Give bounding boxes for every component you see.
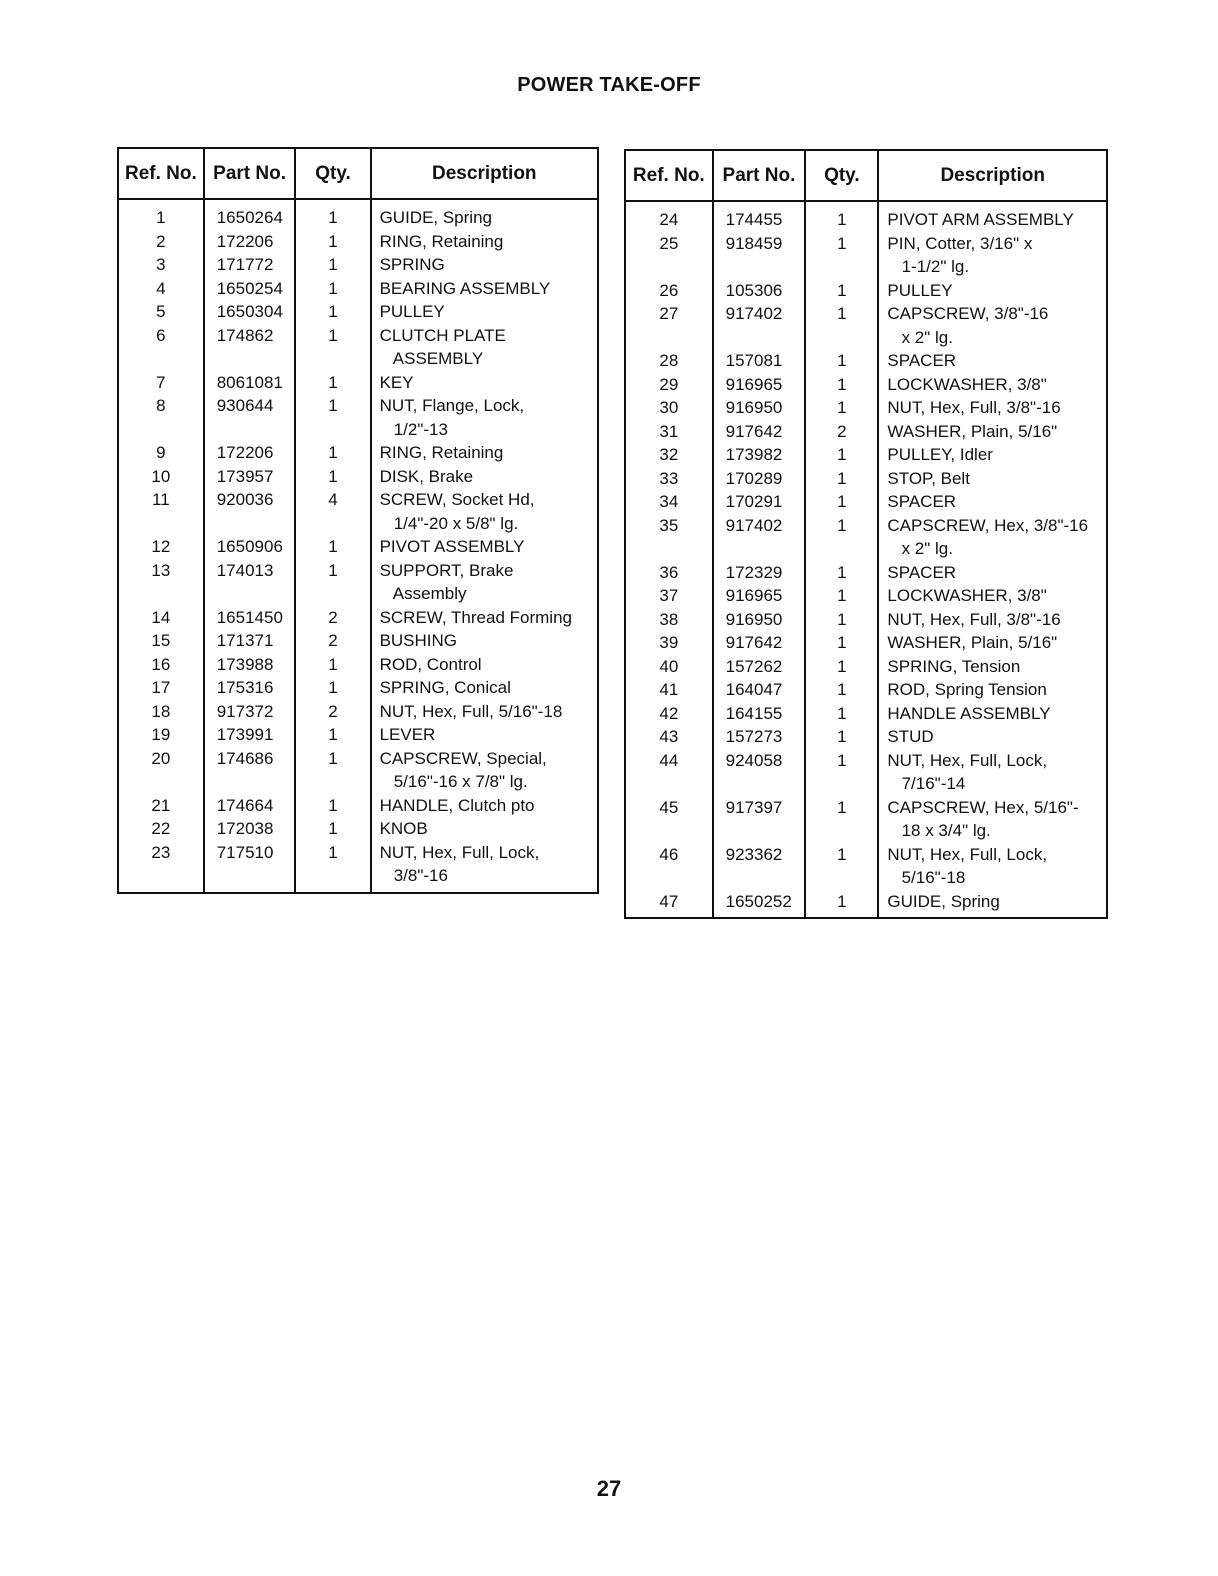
- qty-cell: 1: [805, 655, 878, 679]
- ref-no-cell: 45: [625, 796, 713, 843]
- description-cell: NUT, Hex, Full, Lock, 7/16"-14: [878, 749, 1107, 796]
- description-header: Description: [371, 148, 598, 199]
- part-no-cell: 157081: [713, 349, 806, 373]
- ref-no-cell: 33: [625, 467, 713, 491]
- description-cell: PIVOT ARM ASSEMBLY: [878, 201, 1107, 232]
- table-row: [118, 199, 598, 230]
- ref-no-cell: 46: [625, 843, 713, 890]
- part-no-cell: 174013: [204, 559, 296, 606]
- table-row: [625, 302, 1107, 349]
- ref-no-cell: 34: [625, 490, 713, 514]
- description-cell: CAPSCREW, Special, 5/16"-16 x 7/8" lg.: [371, 747, 598, 794]
- description-cell: KEY: [371, 371, 598, 395]
- qty-cell: 1: [805, 843, 878, 890]
- part-no-cell: 175316: [204, 676, 296, 700]
- table-row: [118, 394, 598, 441]
- table-row: [625, 890, 1107, 919]
- ref-no-cell: 17: [118, 676, 204, 700]
- qty-header: Qty.: [295, 148, 370, 199]
- ref-no-cell: 8: [118, 394, 204, 441]
- qty-cell: 1: [805, 725, 878, 749]
- table-row: [118, 794, 598, 818]
- ref-no-cell: 40: [625, 655, 713, 679]
- description-cell: SUPPORT, Brake Assembly: [371, 559, 598, 606]
- table-row: [118, 606, 598, 630]
- part-no-cell: 174455: [713, 201, 806, 232]
- table-row: [625, 631, 1107, 655]
- table-row: [118, 653, 598, 677]
- description-cell: PULLEY: [878, 279, 1107, 303]
- qty-cell: 1: [295, 794, 370, 818]
- qty-cell: 1: [805, 584, 878, 608]
- table-row: [625, 201, 1107, 232]
- description-cell: NUT, Flange, Lock, 1/2"-13: [371, 394, 598, 441]
- part-no-cell: 171371: [204, 629, 296, 653]
- part-no-header: Part No.: [713, 150, 806, 201]
- part-no-cell: 1650906: [204, 535, 296, 559]
- ref-no-cell: 38: [625, 608, 713, 632]
- qty-cell: 1: [295, 394, 370, 441]
- ref-no-cell: 16: [118, 653, 204, 677]
- part-no-cell: 917372: [204, 700, 296, 724]
- table-row: [118, 817, 598, 841]
- part-no-cell: 924058: [713, 749, 806, 796]
- ref-no-header: Ref. No.: [625, 150, 713, 201]
- ref-no-cell: 29: [625, 373, 713, 397]
- part-no-cell: 105306: [713, 279, 806, 303]
- qty-cell: 1: [295, 559, 370, 606]
- description-cell: STOP, Belt: [878, 467, 1107, 491]
- qty-cell: 2: [295, 700, 370, 724]
- part-no-cell: 157273: [713, 725, 806, 749]
- qty-cell: 2: [805, 420, 878, 444]
- ref-no-cell: 28: [625, 349, 713, 373]
- table-row: [625, 514, 1107, 561]
- qty-cell: 1: [295, 300, 370, 324]
- part-no-cell: 170291: [713, 490, 806, 514]
- table-row: [118, 535, 598, 559]
- part-no-cell: 717510: [204, 841, 296, 893]
- ref-no-cell: 36: [625, 561, 713, 585]
- table-row: [118, 700, 598, 724]
- part-no-cell: 8061081: [204, 371, 296, 395]
- ref-no-cell: 35: [625, 514, 713, 561]
- part-no-cell: 172206: [204, 441, 296, 465]
- table-row: [118, 723, 598, 747]
- table-row: [625, 373, 1107, 397]
- table-row: [625, 396, 1107, 420]
- ref-no-cell: 41: [625, 678, 713, 702]
- ref-no-cell: 12: [118, 535, 204, 559]
- part-no-cell: 172206: [204, 230, 296, 254]
- part-no-cell: 164155: [713, 702, 806, 726]
- part-no-cell: 916950: [713, 608, 806, 632]
- table-row: [625, 678, 1107, 702]
- part-no-cell: 173982: [713, 443, 806, 467]
- ref-no-cell: 2: [118, 230, 204, 254]
- table-row: [625, 443, 1107, 467]
- qty-cell: 1: [805, 749, 878, 796]
- qty-cell: 1: [805, 302, 878, 349]
- description-cell: NUT, Hex, Full, Lock, 3/8"-16: [371, 841, 598, 893]
- ref-no-cell: 9: [118, 441, 204, 465]
- part-no-cell: 930644: [204, 394, 296, 441]
- ref-no-cell: 23: [118, 841, 204, 893]
- part-no-cell: 917397: [713, 796, 806, 843]
- ref-no-cell: 5: [118, 300, 204, 324]
- table-header-row: [625, 150, 1107, 201]
- qty-cell: 1: [295, 841, 370, 893]
- part-no-cell: 1650304: [204, 300, 296, 324]
- table-header-row: [118, 148, 598, 199]
- table-row: [118, 465, 598, 489]
- description-cell: LOCKWASHER, 3/8": [878, 584, 1107, 608]
- ref-no-cell: 43: [625, 725, 713, 749]
- part-no-cell: 1651450: [204, 606, 296, 630]
- ref-no-cell: 13: [118, 559, 204, 606]
- description-cell: SCREW, Thread Forming: [371, 606, 598, 630]
- ref-no-cell: 30: [625, 396, 713, 420]
- qty-cell: 1: [295, 253, 370, 277]
- table-row: [118, 629, 598, 653]
- qty-cell: 1: [805, 796, 878, 843]
- qty-cell: 1: [805, 608, 878, 632]
- table-row: [118, 747, 598, 794]
- part-no-cell: 174862: [204, 324, 296, 371]
- part-no-cell: 171772: [204, 253, 296, 277]
- description-cell: LOCKWASHER, 3/8": [878, 373, 1107, 397]
- description-cell: PULLEY: [371, 300, 598, 324]
- description-cell: RING, Retaining: [371, 441, 598, 465]
- part-no-cell: 923362: [713, 843, 806, 890]
- qty-cell: 4: [295, 488, 370, 535]
- description-cell: RING, Retaining: [371, 230, 598, 254]
- description-cell: SCREW, Socket Hd, 1/4"-20 x 5/8" lg.: [371, 488, 598, 535]
- ref-no-cell: 18: [118, 700, 204, 724]
- table-row: [625, 420, 1107, 444]
- description-cell: SPACER: [878, 490, 1107, 514]
- parts-table-right: [624, 149, 1108, 919]
- qty-cell: 1: [295, 535, 370, 559]
- ref-no-cell: 25: [625, 232, 713, 279]
- table-row: [625, 655, 1107, 679]
- part-no-cell: 173988: [204, 653, 296, 677]
- ref-no-cell: 47: [625, 890, 713, 919]
- qty-cell: 1: [805, 467, 878, 491]
- table-row: [625, 584, 1107, 608]
- part-no-cell: 172038: [204, 817, 296, 841]
- ref-no-header: Ref. No.: [118, 148, 204, 199]
- ref-no-cell: 4: [118, 277, 204, 301]
- description-cell: DISK, Brake: [371, 465, 598, 489]
- description-cell: ROD, Control: [371, 653, 598, 677]
- part-no-cell: 917402: [713, 302, 806, 349]
- table-row: [118, 371, 598, 395]
- part-no-cell: 920036: [204, 488, 296, 535]
- ref-no-cell: 37: [625, 584, 713, 608]
- ref-no-cell: 3: [118, 253, 204, 277]
- description-cell: HANDLE ASSEMBLY: [878, 702, 1107, 726]
- description-cell: SPACER: [878, 349, 1107, 373]
- description-cell: PULLEY, Idler: [878, 443, 1107, 467]
- page-title: POWER TAKE-OFF: [517, 74, 701, 96]
- part-no-cell: 173957: [204, 465, 296, 489]
- table-row: [625, 749, 1107, 796]
- ref-no-cell: 6: [118, 324, 204, 371]
- ref-no-cell: 11: [118, 488, 204, 535]
- description-cell: CAPSCREW, Hex, 3/8"-16 x 2" lg.: [878, 514, 1107, 561]
- ref-no-cell: 44: [625, 749, 713, 796]
- table-row: [118, 277, 598, 301]
- description-cell: SPRING, Tension: [878, 655, 1107, 679]
- part-no-cell: 917402: [713, 514, 806, 561]
- qty-cell: 1: [805, 561, 878, 585]
- qty-cell: 1: [805, 702, 878, 726]
- qty-cell: 1: [295, 653, 370, 677]
- qty-cell: 1: [295, 676, 370, 700]
- table-row: [118, 559, 598, 606]
- qty-cell: 1: [805, 678, 878, 702]
- page-number: 27: [596, 1476, 622, 1501]
- qty-cell: 1: [295, 277, 370, 301]
- part-no-cell: 170289: [713, 467, 806, 491]
- description-cell: CAPSCREW, 3/8"-16 x 2" lg.: [878, 302, 1107, 349]
- ref-no-cell: 10: [118, 465, 204, 489]
- ref-no-cell: 1: [118, 199, 204, 230]
- description-cell: WASHER, Plain, 5/16": [878, 631, 1107, 655]
- ref-no-cell: 19: [118, 723, 204, 747]
- table-row: [118, 324, 598, 371]
- ref-no-cell: 31: [625, 420, 713, 444]
- parts-table-left: [117, 147, 599, 894]
- part-no-cell: 174686: [204, 747, 296, 794]
- description-cell: CLUTCH PLATE ASSEMBLY: [371, 324, 598, 371]
- qty-cell: 1: [295, 817, 370, 841]
- ref-no-cell: 39: [625, 631, 713, 655]
- table-row: [625, 467, 1107, 491]
- description-cell: SPRING: [371, 253, 598, 277]
- table-row: [625, 349, 1107, 373]
- description-cell: SPRING, Conical: [371, 676, 598, 700]
- table-row: [118, 676, 598, 700]
- qty-cell: 1: [805, 443, 878, 467]
- part-no-cell: 1650254: [204, 277, 296, 301]
- table-row: [625, 232, 1107, 279]
- ref-no-cell: 20: [118, 747, 204, 794]
- table-row: [118, 841, 598, 893]
- qty-cell: 2: [295, 629, 370, 653]
- description-cell: GUIDE, Spring: [878, 890, 1107, 919]
- qty-cell: 1: [295, 230, 370, 254]
- table-row: [118, 253, 598, 277]
- ref-no-cell: 15: [118, 629, 204, 653]
- ref-no-cell: 27: [625, 302, 713, 349]
- description-cell: LEVER: [371, 723, 598, 747]
- table-row: [625, 843, 1107, 890]
- qty-cell: 1: [805, 373, 878, 397]
- table-row: [625, 796, 1107, 843]
- description-cell: WASHER, Plain, 5/16": [878, 420, 1107, 444]
- qty-cell: 1: [805, 201, 878, 232]
- description-cell: CAPSCREW, Hex, 5/16"- 18 x 3/4" lg.: [878, 796, 1107, 843]
- table-row: [118, 300, 598, 324]
- qty-cell: 1: [295, 747, 370, 794]
- ref-no-cell: 7: [118, 371, 204, 395]
- table-row: [118, 488, 598, 535]
- description-cell: HANDLE, Clutch pto: [371, 794, 598, 818]
- table-row: [118, 441, 598, 465]
- description-cell: GUIDE, Spring: [371, 199, 598, 230]
- part-no-header: Part No.: [204, 148, 296, 199]
- part-no-cell: 917642: [713, 420, 806, 444]
- qty-cell: 1: [805, 396, 878, 420]
- part-no-cell: 916965: [713, 373, 806, 397]
- ref-no-cell: 22: [118, 817, 204, 841]
- ref-no-cell: 14: [118, 606, 204, 630]
- description-cell: NUT, Hex, Full, 3/8"-16: [878, 396, 1107, 420]
- part-no-cell: 916950: [713, 396, 806, 420]
- ref-no-cell: 26: [625, 279, 713, 303]
- qty-cell: 2: [295, 606, 370, 630]
- part-no-cell: 172329: [713, 561, 806, 585]
- qty-cell: 1: [295, 723, 370, 747]
- table-row: [625, 608, 1107, 632]
- qty-cell: 1: [805, 631, 878, 655]
- qty-cell: 1: [805, 514, 878, 561]
- qty-header: Qty.: [805, 150, 878, 201]
- qty-cell: 1: [805, 890, 878, 919]
- part-no-cell: 164047: [713, 678, 806, 702]
- description-header: Description: [878, 150, 1107, 201]
- ref-no-cell: 24: [625, 201, 713, 232]
- qty-cell: 1: [805, 232, 878, 279]
- description-cell: NUT, Hex, Full, Lock, 5/16"-18: [878, 843, 1107, 890]
- qty-cell: 1: [295, 324, 370, 371]
- table-row: [625, 725, 1107, 749]
- qty-cell: 1: [295, 199, 370, 230]
- table-row: [625, 702, 1107, 726]
- part-no-cell: 1650252: [713, 890, 806, 919]
- description-cell: ROD, Spring Tension: [878, 678, 1107, 702]
- description-cell: PIN, Cotter, 3/16" x 1-1/2" lg.: [878, 232, 1107, 279]
- qty-cell: 1: [805, 279, 878, 303]
- description-cell: STUD: [878, 725, 1107, 749]
- description-cell: KNOB: [371, 817, 598, 841]
- part-no-cell: 1650264: [204, 199, 296, 230]
- part-no-cell: 916965: [713, 584, 806, 608]
- part-no-cell: 173991: [204, 723, 296, 747]
- description-cell: PIVOT ASSEMBLY: [371, 535, 598, 559]
- table-row: [625, 490, 1107, 514]
- description-cell: NUT, Hex, Full, 5/16"-18: [371, 700, 598, 724]
- part-no-cell: 917642: [713, 631, 806, 655]
- description-cell: BUSHING: [371, 629, 598, 653]
- description-cell: BEARING ASSEMBLY: [371, 277, 598, 301]
- ref-no-cell: 21: [118, 794, 204, 818]
- description-cell: NUT, Hex, Full, 3/8"-16: [878, 608, 1107, 632]
- part-no-cell: 918459: [713, 232, 806, 279]
- part-no-cell: 157262: [713, 655, 806, 679]
- part-no-cell: 174664: [204, 794, 296, 818]
- ref-no-cell: 42: [625, 702, 713, 726]
- table-row: [625, 279, 1107, 303]
- table-row: [625, 561, 1107, 585]
- qty-cell: 1: [805, 349, 878, 373]
- qty-cell: 1: [295, 371, 370, 395]
- qty-cell: 1: [295, 465, 370, 489]
- ref-no-cell: 32: [625, 443, 713, 467]
- description-cell: SPACER: [878, 561, 1107, 585]
- qty-cell: 1: [805, 490, 878, 514]
- table-row: [118, 230, 598, 254]
- qty-cell: 1: [295, 441, 370, 465]
